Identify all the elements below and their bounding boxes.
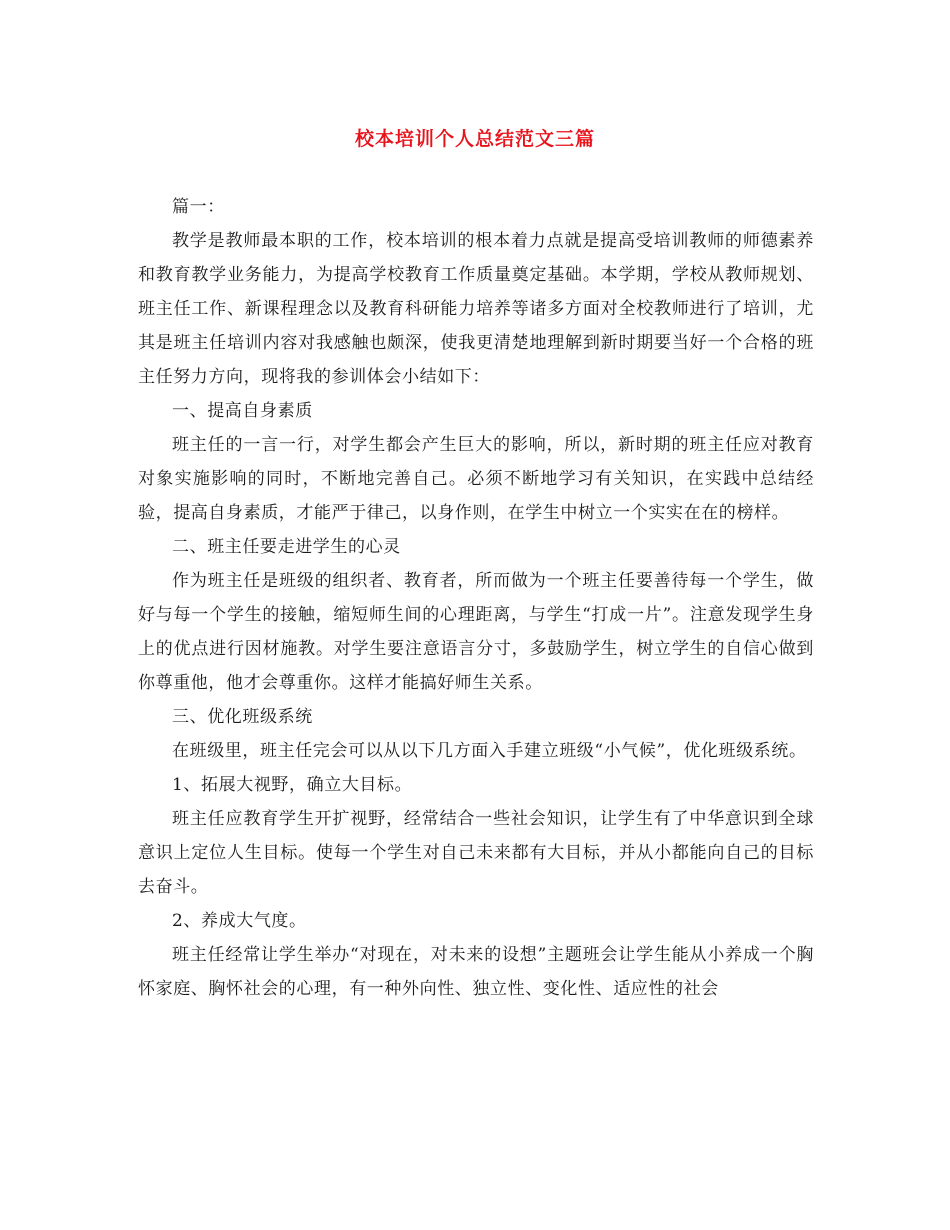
section-heading: 一、提高自身素质: [172, 401, 313, 421]
paragraph: 教学是教师最本职的工作，校本培训的根本着力点就是提高受培训教师的师德素养和教育教学业务能力，为提高学校教育工作质量奠定基础。本学期，学校从教师规划、班主任工作、新课程理念以及教育科研能力培养等诸多方面对全校教师进行了培训，尤其是班主任培训内容对我感触也颇深，使我更清楚地理解到新时期要当好一个合格的班主任努力方向，现将我的参训体会小结如下：: [138, 231, 814, 387]
document-title: 校本培训个人总结范文三篇: [354, 128, 595, 150]
subsection-heading: 2、养成大气度。: [172, 911, 307, 931]
section-label: 篇一：: [172, 197, 225, 217]
section-heading: 三、优化班级系统: [172, 707, 313, 727]
document-body: [138, 190, 814, 1006]
paragraph: 班主任经常让学生举办“对现在，对未来的设想”主题班会让学生能从小养成一个胸怀家庭、胸怀社会的心理，有一种外向性、独立性、变化性、适应性的社会: [138, 945, 814, 999]
paragraph: 作为班主任是班级的组织者、教育者，所而做为一个班主任要善待每一个学生，做好与每一个学生的接触，缩短师生间的心理距离，与学生“打成一片”。注意发现学生身上的优点进行因材施教。对学生要注意语言分寸，多鼓励学生，树立学生的自信心做到你尊重他，他才会尊重你。这样才能搞好师生关系。: [138, 571, 814, 693]
paragraph: 班主任应教育学生开扩视野，经常结合一些社会知识，让学生有了中华意识到全球意识上定位人生目标。使每一个学生对自己未来都有大目标，并从小都能向自己的目标去奋斗。: [138, 809, 814, 897]
subsection-heading: 1、拓展大视野，确立大目标。: [172, 775, 413, 795]
paragraph: 在班级里，班主任完会可以从以下几方面入手建立班级“小气候”，优化班级系统。: [172, 741, 807, 761]
paragraph: 班主任的一言一行，对学生都会产生巨大的影响，所以，新时期的班主任应对教育对象实施影响的同时，不断地完善自己。必须不断地学习有关知识，在实践中总结经验，提高自身素质，才能严于律己，以身作则，在学生中树立一个实实在在的榜样。: [138, 435, 814, 523]
section-heading: 二、班主任要走进学生的心灵: [172, 537, 401, 557]
